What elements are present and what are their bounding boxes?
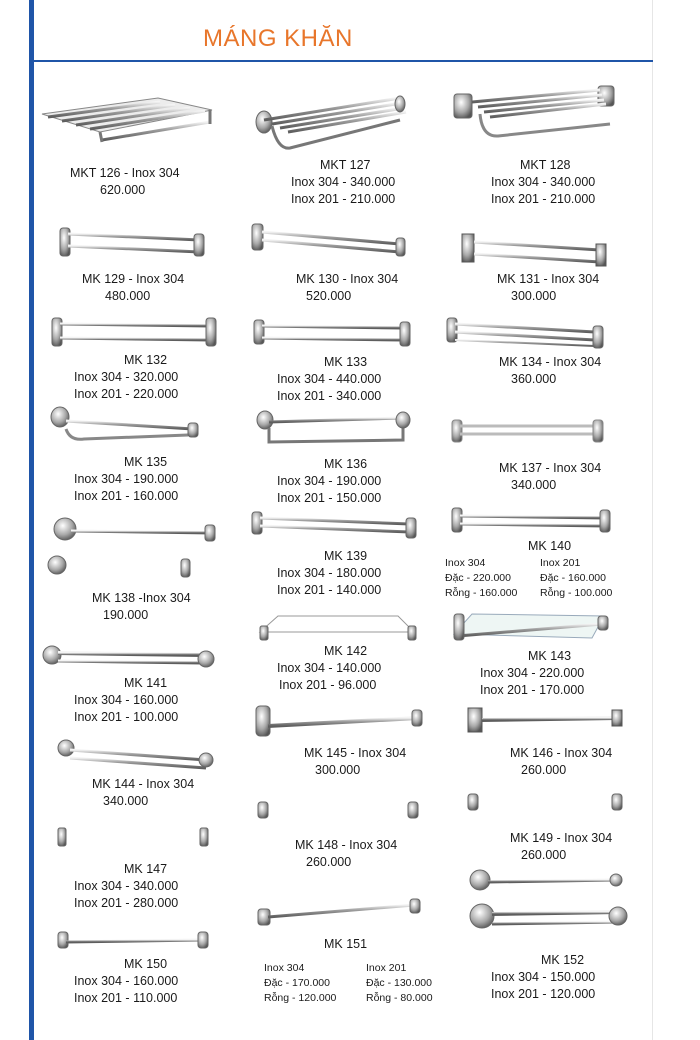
towel-bar-image: [460, 232, 610, 268]
product-name: MK 148 - Inox 304: [295, 838, 398, 852]
product-name: MK 134 - Inox 304: [499, 355, 602, 369]
product-price-inox304: Inox 304 - 340.000: [74, 879, 179, 893]
glass-shelf-image: [452, 608, 612, 644]
price-hollow-inox304: Rỗng - 120.000: [264, 992, 337, 1004]
product-name: MKT 128: [520, 158, 571, 172]
variant-label-inox304: Inox 304: [264, 962, 305, 974]
product-name: MK 129 - Inox 304: [82, 272, 185, 286]
towel-bar-image: [255, 410, 415, 450]
towel-bar-image: [58, 224, 208, 260]
product-name: MK 138 -Inox 304: [92, 591, 191, 605]
product-price: 300.000: [511, 289, 557, 303]
variant-label-inox304: Inox 304: [445, 557, 486, 569]
product-price-inox304: Inox 304 - 340.000: [291, 175, 396, 189]
product-price-inox201: Inox 201 - 340.000: [277, 389, 382, 403]
product-price-inox304: Inox 304 - 220.000: [480, 666, 585, 680]
product-name: MK 143: [528, 649, 572, 663]
towel-bar-image: [448, 506, 613, 536]
product-price-inox201: Inox 201 - 170.000: [480, 683, 585, 697]
product-price-inox304: Inox 304 - 190.000: [74, 472, 179, 486]
product-name: MK 139: [324, 549, 368, 563]
product-name: MK 136: [324, 457, 368, 471]
product-price: 340.000: [511, 478, 557, 492]
product-price-inox201: Inox 201 - 210.000: [291, 192, 396, 206]
product-name: MK 151: [324, 937, 368, 951]
product-price-inox304: Inox 304 - 160.000: [74, 693, 179, 707]
product-price: 520.000: [306, 289, 352, 303]
towel-bar-image: [256, 897, 426, 927]
product-name: MK 152: [541, 953, 585, 967]
product-price: 260.000: [521, 763, 567, 777]
towel-bar-image: [50, 316, 220, 350]
right-divider: [652, 0, 653, 1040]
towel-bar-image: [252, 318, 412, 348]
product-name: MK 140: [528, 539, 572, 553]
product-price-inox201: Inox 201 - 210.000: [491, 192, 596, 206]
towel-bar-image: [56, 930, 211, 952]
product-price-inox201: Inox 201 - 100.000: [74, 710, 179, 724]
product-name: MK 150: [124, 957, 168, 971]
price-solid-inox201: Đặc - 130.000: [366, 977, 432, 989]
product-price: 480.000: [105, 289, 151, 303]
towel-bar-image: [445, 314, 605, 350]
product-name: MK 142: [324, 644, 368, 658]
product-price: 620.000: [100, 183, 146, 197]
product-price: 260.000: [521, 848, 567, 862]
product-name: MK 147: [124, 862, 168, 876]
product-name: MK 145 - Inox 304: [304, 746, 407, 760]
title-underline: [33, 60, 653, 62]
price-hollow-inox201: Rỗng - 80.000: [366, 992, 433, 1004]
product-price: 190.000: [103, 608, 149, 622]
product-name: MK 144 - Inox 304: [92, 777, 195, 791]
product-name: MK 130 - Inox 304: [296, 272, 399, 286]
towel-bar-image: [252, 704, 427, 740]
product-price-inox201: Inox 201 - 120.000: [491, 987, 596, 1001]
price-hollow-inox304: Rỗng - 160.000: [445, 587, 518, 599]
product-price-inox304: Inox 304 - 320.000: [74, 370, 179, 384]
product-price: 360.000: [511, 372, 557, 386]
left-accent-bar: [29, 0, 34, 1040]
product-name: MKT 127: [320, 158, 371, 172]
product-name: MK 135: [124, 455, 168, 469]
product-price-inox304: Inox 304 - 160.000: [74, 974, 179, 988]
towel-bar-image: [256, 800, 421, 822]
product-price-inox201: Inox 201 - 110.000: [74, 991, 178, 1005]
product-price-inox201: Inox 201 - 280.000: [74, 896, 179, 910]
variant-label-inox201: Inox 201: [540, 557, 581, 569]
product-name: MK 141: [124, 676, 168, 690]
product-name: MKT 126 - Inox 304: [70, 166, 180, 180]
price-solid-inox201: Đặc - 160.000: [540, 572, 606, 584]
towel-bar-image: [466, 792, 626, 814]
product-price-inox201: Inox 201 - 96.000: [279, 678, 377, 692]
towel-bar-image: [450, 418, 605, 446]
product-price-inox304: Inox 304 - 180.000: [277, 566, 382, 580]
towel-shelf-image: [40, 92, 215, 152]
product-price-inox201: Inox 201 - 160.000: [74, 489, 179, 503]
product-price-inox304: Inox 304 - 340.000: [491, 175, 596, 189]
towel-shelf-image: [250, 90, 410, 152]
towel-bar-image: [466, 706, 626, 736]
product-price-inox201: Inox 201 - 220.000: [74, 387, 179, 401]
product-price-inox304: Inox 304 - 150.000: [491, 970, 596, 984]
price-hollow-inox201: Rỗng - 100.000: [540, 587, 613, 599]
product-price-inox201: Inox 201 - 150.000: [277, 491, 382, 505]
page-title: MÁNG KHĂN: [203, 25, 353, 52]
price-solid-inox304: Đặc - 170.000: [264, 977, 330, 989]
towel-bar-image: [45, 515, 220, 585]
towel-bar-image: [250, 510, 420, 540]
towel-bar-image: [56, 738, 216, 772]
product-price: 260.000: [306, 855, 352, 869]
product-price: 300.000: [315, 763, 361, 777]
towel-bar-image: [48, 405, 203, 445]
product-price-inox304: Inox 304 - 440.000: [277, 372, 382, 386]
product-name: MK 132: [124, 353, 168, 367]
price-solid-inox304: Đặc - 220.000: [445, 572, 511, 584]
towel-bar-image: [250, 222, 410, 258]
product-price-inox304: Inox 304 - 140.000: [277, 661, 382, 675]
product-name: MK 131 - Inox 304: [497, 272, 600, 286]
variant-label-inox201: Inox 201: [366, 962, 407, 974]
product-price: 340.000: [103, 794, 149, 808]
product-name: MK 146 - Inox 304: [510, 746, 613, 760]
towel-bar-image: [466, 868, 631, 938]
towel-shelf-image: [450, 82, 620, 147]
towel-bar-image: [258, 612, 418, 642]
product-name: MK 137 - Inox 304: [499, 461, 602, 475]
towel-bar-image: [56, 826, 211, 850]
towel-bar-image: [42, 643, 217, 671]
product-name: MK 149 - Inox 304: [510, 831, 613, 845]
product-name: MK 133: [324, 355, 368, 369]
product-price-inox201: Inox 201 - 140.000: [277, 583, 382, 597]
product-price-inox304: Inox 304 - 190.000: [277, 474, 382, 488]
